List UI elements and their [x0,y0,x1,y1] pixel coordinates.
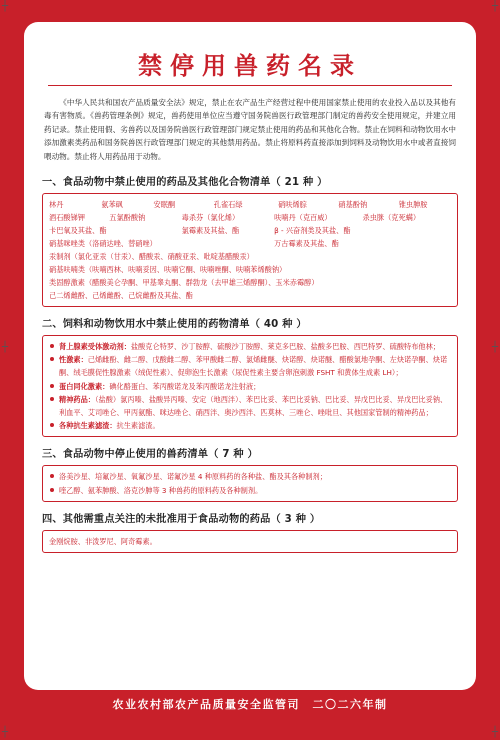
section1-row1 [49,198,451,211]
section4-box [42,530,458,553]
crop-mark-left: ┼ [2,342,9,353]
crop-mark-top-right: ┼ [491,1,498,12]
list-item [49,353,451,379]
section1-title: 一、食品动物中禁止使用的药品及其他化合物清单（ 21 种 ） [42,177,328,189]
list-item: 硝呋烯腙 [278,200,307,210]
section2-box [42,335,458,437]
list-item: 孔雀石绿 [213,200,243,210]
list-item [49,419,451,432]
item-text-continued: （尿促性素主要含卵泡刺激 FSHT 和黄体生成素 LH）； [227,368,403,378]
list-item: 杀虫脒（克死螨） [362,213,421,223]
poster-title: 禁停用兽药名录 [138,51,362,80]
section1-box [42,193,458,307]
item-text: 抗生素滤渣。 [116,421,160,431]
list-item: 硝基呋喃类（呋喃西林、呋喃妥因、呋喃它酮、呋喃唑酮、呋喃苯烯酸钠） [49,265,287,275]
intro-paragraph: 《中华人民共和国农产品质量安全法》规定，禁止在农产品生产经营过程中使用国家禁止使用的农业投入品以及其他有毒有害物质。《兽药管理条例》规定，兽药使用单位应当遵守国务院兽医行政管理部门制定的兽药安全使用规定，并建立用药记录。禁止使用假、劣兽药以及国务院兽医行政管理部门规定禁止使用的药品和其他化合物。禁止在饲料和动物饮用水中添加激素类药品和国务院兽医行政管理部门规定的其他禁用药品。禁止将原料药直接添加到饲料及动物饮用水中或者直接饲喂动物。禁止将人用药品用于动物。 [44,98,456,161]
list-item: 五氯酚酸钠 [109,213,146,223]
title-divider [48,85,452,86]
list-item: 硝基咪唑类（洛硝达唑、替硝唑） [49,239,157,249]
list-item: 喹乙醇、氨苯胂酸、洛克沙胂等 3 种兽药的原料药及各种制剂。 [49,484,451,497]
item-text: 己烯雌酚、雌二醇、戊酸雌二醇、苯甲酸雌二醇、氯烯雌醚、炔诺醇、炔诺醚、醋酸氯地孕酮、左炔诺孕酮、炔诺酮、绒毛膜促性腺激素（绒促性素）、促卵泡生长激素 [59,355,448,378]
section1-row2 [49,211,451,224]
list-item: 酒石酸锑钾 [49,213,85,223]
list-item [49,393,451,419]
item-text: 盐酸克仑特罗、沙丁胺醇、硫酸沙丁胺醇、莱克多巴胺、盐酸多巴胺、西巴特罗、硫酸特布他林； [130,342,440,352]
list-item [49,380,451,393]
list-item: 呋喃丹（克百威） [274,213,332,223]
list-item: 锥虫胂胺 [398,200,428,210]
section1-row4 [49,237,451,250]
item-label: 肾上腺素受体激动剂： [59,342,131,352]
section2-title: 二、饲料和动物饮用水中禁止使用的药物清单（ 40 种 ） [42,319,307,331]
list-item: 硝基酚钠 [338,200,368,210]
list-item: 毒杀芬（氯化烯） [181,213,240,223]
crop-mark-top-left: ┼ [2,1,9,12]
section3-title: 三、食品动物中停止使用的兽药清单（ 7 种 ） [42,449,258,461]
list-item: β - 兴奋剂类及其盐、酯 [274,226,351,236]
crop-mark-bottom-right: ┼ [491,727,498,738]
list-item: 己二烯雌酚、己烯雌酚、己烷雌酚及其盐、酯 [49,291,193,301]
footer-issuer: 农业农村部农产品质量安全监管司 二〇二六年制 [112,698,388,711]
list-item: 万古霉素及其盐、酯 [274,239,339,249]
section4-title: 四、其他需重点关注的未批准用于食品动物的药品（ 3 种 ） [42,513,321,525]
crop-mark-right: ┼ [491,342,498,353]
list-item: 氯霉素及其盐、酯 [181,226,240,236]
item-text: 碘化酪蛋白、苯丙酸诺龙及苯丙酸诺龙注射液； [109,381,261,391]
list-item: 洛美沙星、培氟沙星、氧氟沙星、诺氟沙星 4 种原料药的各种盐、酯及其各种制剂； [49,470,451,483]
list-item: 汞制剂（氯化亚汞（甘汞）、醋酸汞、硝酸亚汞、吡啶基醋酸汞） [49,252,254,262]
list-item [49,340,451,353]
item-label: 精神药品： [59,394,95,404]
list-item: 安眠酮 [153,200,176,210]
list-item: 卡巴氧及其盐、酯 [49,226,107,236]
section3-box [42,465,458,501]
list-item: 金刚烷胺、非泼罗尼、阿奇霉素。 [49,536,157,546]
poster-panel [24,22,476,690]
list-item: 类固醇激素（醋酸美仑孕酮、甲基睾丸酮、群勃龙（去甲雄三烯醇酮）、玉米赤霉醇） [49,278,319,288]
item-text: （盐酸）氯丙嗪、盐酸异丙嗪、安定（地西泮）、苯巴比妥、苯巴比妥钠、巴比妥、异戊巴比妥、异戊巴比妥钠、利血平、艾司唑仑、甲丙氨酯、咪达唑仑、硝西泮、奥沙西泮、匹莫林、三唑仑、唑吡旦、其他国家管制的精神药品； [59,394,448,418]
section1-row3 [49,224,451,237]
item-label: 性激素： [59,355,88,365]
crop-mark-bottom-left: ┼ [2,727,9,738]
item-label: 各种抗生素滤渣： [59,421,117,431]
list-item: 林丹 [49,200,64,210]
list-item: 氨苯砜 [101,200,123,210]
item-label: 蛋白同化激素： [59,381,110,391]
